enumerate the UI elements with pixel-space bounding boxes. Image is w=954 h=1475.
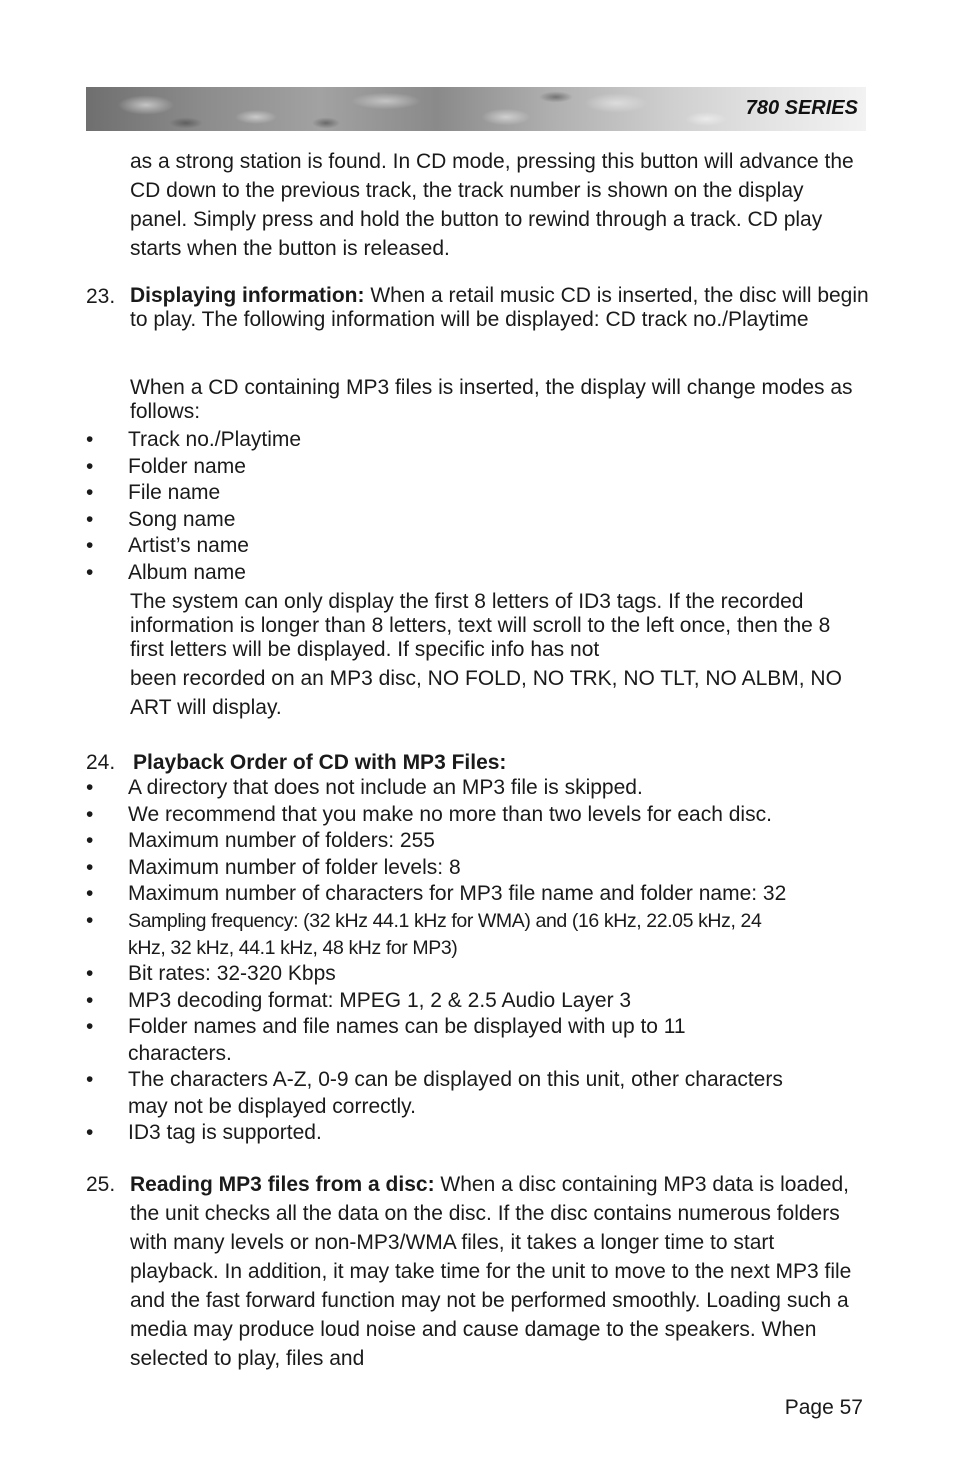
list-item: Song name (128, 508, 236, 531)
page-number: Page 57 (784, 1396, 863, 1419)
bullet-marker: • (86, 909, 94, 932)
list-item: Artist’s name (128, 534, 249, 557)
list-item: Folder name (128, 455, 246, 478)
item-23-number: 23. (86, 285, 116, 308)
bullet-marker: • (86, 508, 94, 531)
item-25-number: 25. (86, 1173, 116, 1196)
bullet-marker: • (86, 989, 94, 1012)
list-item: Bit rates: 32-320 Kbps (128, 962, 336, 985)
bullet-marker: • (86, 776, 94, 799)
item-23-paragraph (130, 284, 870, 332)
item-23-note-b: been recorded on an MP3 disc, NO FOLD, NO TRK, NO TLT, NO ALBM, NO ART will display. (130, 667, 842, 719)
list-item: Maximum number of folders: 255 (128, 829, 435, 852)
item-25-text: When a disc containing MP3 data is loaded, the unit checks all the data on the disc. If the disc contains numerous folders with many levels or non-MP3/WMA files, it takes a longer time to start playback. In addition, it may take time for the unit to move to the next MP3 file and the fast forward function may not be performed smoothly. Loading such a media may produce loud noise and cause damage to the speakers. When selected to play, files and (130, 1173, 852, 1370)
list-item: MP3 decoding format: MPEG 1, 2 & 2.5 Audio Layer 3 (128, 989, 632, 1012)
item-24-title: Playback Order of CD with MP3 Files: (133, 751, 507, 774)
list-item: ID3 tag is supported. (128, 1121, 322, 1144)
bullet-marker: • (86, 1121, 94, 1144)
bullet-marker: • (86, 1068, 94, 1091)
list-item: Maximum number of folder levels: 8 (128, 856, 461, 879)
list-item: A directory that does not include an MP3 file is skipped. (128, 776, 643, 799)
list-item: Folder names and file names can be displayed with up to 11 characters. (128, 1015, 686, 1065)
list-item: Track no./Playtime (128, 428, 302, 451)
bullet-marker: • (86, 455, 94, 478)
bullet-marker: • (86, 882, 94, 905)
bullet-marker: • (86, 962, 94, 985)
list-item: Album name (128, 561, 246, 584)
bullet-marker: • (86, 428, 94, 451)
item-25-title: Reading MP3 files from a disc: (130, 1173, 435, 1196)
item-23-text: When a retail music CD is inserted, the disc will begin to play. The following information will be displayed: CD track no./Playtime (130, 284, 869, 331)
series-title: 780 SERIES (745, 97, 858, 119)
header-banner (86, 87, 866, 131)
item-23-mp3-intro: When a CD containing MP3 files is inserted, the display will change modes as follows: (130, 376, 853, 423)
list-item: File name (128, 481, 221, 504)
list-item: Sampling frequency: (32 kHz 44.1 kHz for WMA) and (16 kHz, 22.05 kHz, 24 kHz, 32 kHz, 44.1 kHz, 48 kHz for MP3) (128, 910, 762, 959)
bullet-marker: • (86, 561, 94, 584)
item-24-number: 24. (86, 751, 116, 774)
bullet-marker: • (86, 856, 94, 879)
bullet-marker: • (86, 1015, 94, 1038)
item-23-note-a: The system can only display the first 8 letters of ID3 tags. If the recorded information is longer than 8 letters, text will scroll to the left once, then the 8 first letters will be displayed. If specific info has not (130, 590, 831, 661)
intro-paragraph: as a strong station is found. In CD mode, pressing this button will advance the CD down to the previous track, the track number is shown on the display panel. Simply press and hold the button to rewind through a track. CD play starts when the button is released. (130, 150, 854, 260)
list-item: We recommend that you make no more than two levels for each disc. (128, 803, 772, 826)
bullet-marker: • (86, 829, 94, 852)
bullet-marker: • (86, 803, 94, 826)
bullet-marker: • (86, 534, 94, 557)
list-item: Maximum number of characters for MP3 file name and folder name: 32 (128, 882, 787, 905)
bullet-marker: • (86, 481, 94, 504)
item-25-paragraph (130, 1170, 860, 1373)
list-item: The characters A-Z, 0-9 can be displayed on this unit, other characters may not be displayed correctly. (128, 1068, 783, 1118)
item-23-title: Displaying information: (130, 284, 365, 307)
